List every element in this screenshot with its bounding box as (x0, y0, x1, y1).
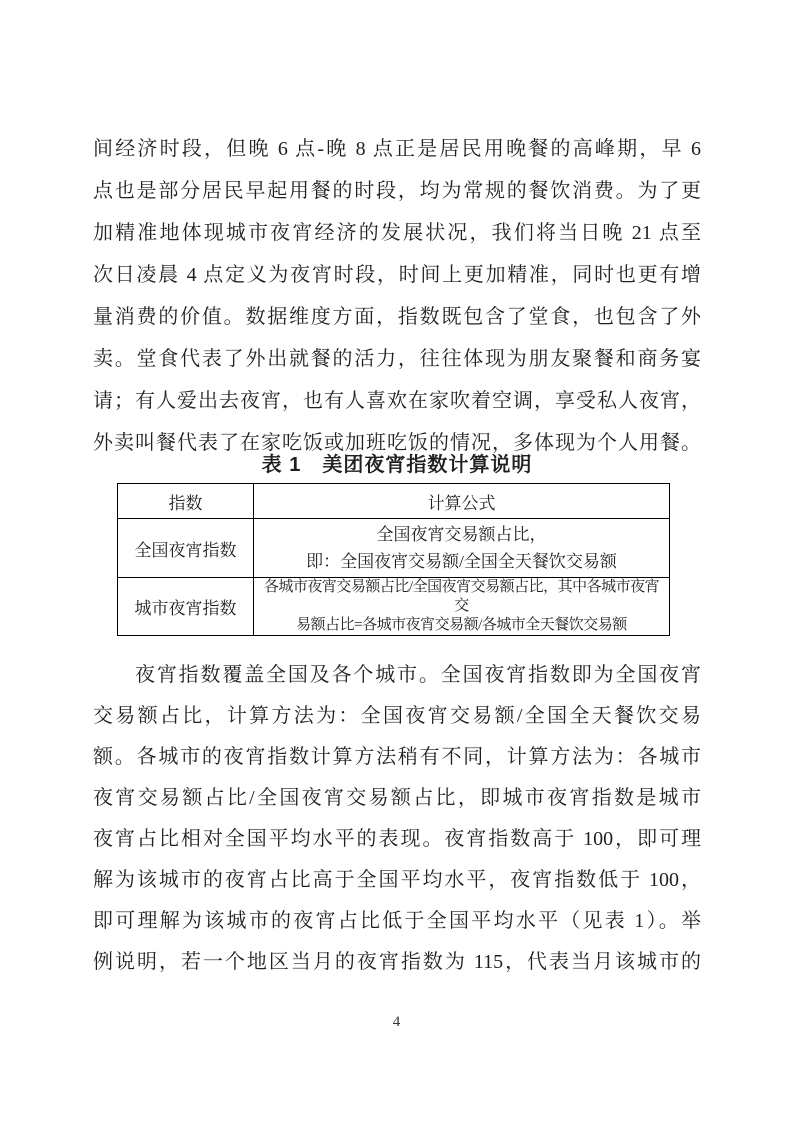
formula-line: 即：全国夜宵交易额/全国全天餐饮交易额 (306, 552, 617, 571)
paragraph-index-coverage-explanation (93, 655, 701, 983)
cell-national-index-name: 全国夜宵指数 (118, 519, 254, 578)
text-line: 次日凌晨 4 点定义为夜宵时段，时间上更加精准，同时也更有增 (93, 264, 701, 286)
paragraph-night-snack-time-definition (93, 128, 701, 464)
text-line: 额。各城市的夜宵指数计算方法稍有不同，计算方法为：各城市 (93, 746, 701, 768)
text-line: 解为该城市的夜宵占比高于全国平均水平，夜宵指数低于 100， (93, 869, 701, 891)
page-number: 4 (392, 1014, 401, 1030)
text-line: 夜宵指数覆盖全国及各个城市。全国夜宵指数即为全国夜宵 (135, 664, 701, 686)
table-header-formula: 计算公式 (254, 484, 670, 519)
text-line: 夜宵占比相对全国平均水平的表现。夜宵指数高于 100，即可理 (93, 828, 701, 850)
table-row-city-index (118, 578, 670, 636)
cell-city-index-formula (254, 578, 670, 636)
text-line: 交易额占比，计算方法为：全国夜宵交易额/全国全天餐饮交易 (93, 705, 701, 727)
formula-line: 各城市夜宵交易额占比/全国夜宵交易额占比，其中各城市夜宵交 (263, 579, 660, 614)
text-line: 卖。堂食代表了外出就餐的活力，往往体现为朋友聚餐和商务宴 (93, 348, 701, 370)
text-line: 点也是部分居民早起用餐的时段，均为常规的餐饮消费。为了更 (93, 180, 701, 202)
text-line: 即可理解为该城市的夜宵占比低于全国平均水平（见表 1）。举 (93, 910, 701, 932)
table-header-index: 指数 (118, 484, 254, 519)
text-line: 请；有人爱出去夜宵，也有人喜欢在家吹着空调，享受私人夜宵， (93, 390, 701, 412)
formula-line: 全国夜宵交易额占比， (376, 525, 547, 544)
text-line: 外卖叫餐代表了在家吃饭或加班吃饭的情况，多体现为个人用餐。 (93, 432, 701, 454)
cell-national-index-formula (254, 519, 670, 578)
formula-line: 易额占比=各城市夜宵交易额/各城市全天餐饮交易额 (296, 617, 627, 633)
text-line: 加精准地体现城市夜宵经济的发展状况，我们将当日晚 21 点至 (93, 222, 701, 244)
text-line: 例说明，若一个地区当月的夜宵指数为 115，代表当月该城市的 (93, 951, 701, 973)
text-line: 夜宵交易额占比/全国夜宵交易额占比，即城市夜宵指数是城市 (93, 787, 701, 809)
table-header-row (118, 484, 670, 519)
table-row-national-index (118, 519, 670, 578)
text-line: 量消费的价值。数据维度方面，指数既包含了堂食，也包含了外 (93, 306, 701, 328)
text-line: 间经济时段，但晚 6 点-晚 8 点正是居民用晚餐的高峰期，早 6 (93, 138, 701, 160)
table-night-index-calculation (117, 483, 670, 636)
table-caption: 表 1 美团夜宵指数计算说明 (261, 454, 533, 476)
cell-city-index-name: 城市夜宵指数 (118, 578, 254, 636)
